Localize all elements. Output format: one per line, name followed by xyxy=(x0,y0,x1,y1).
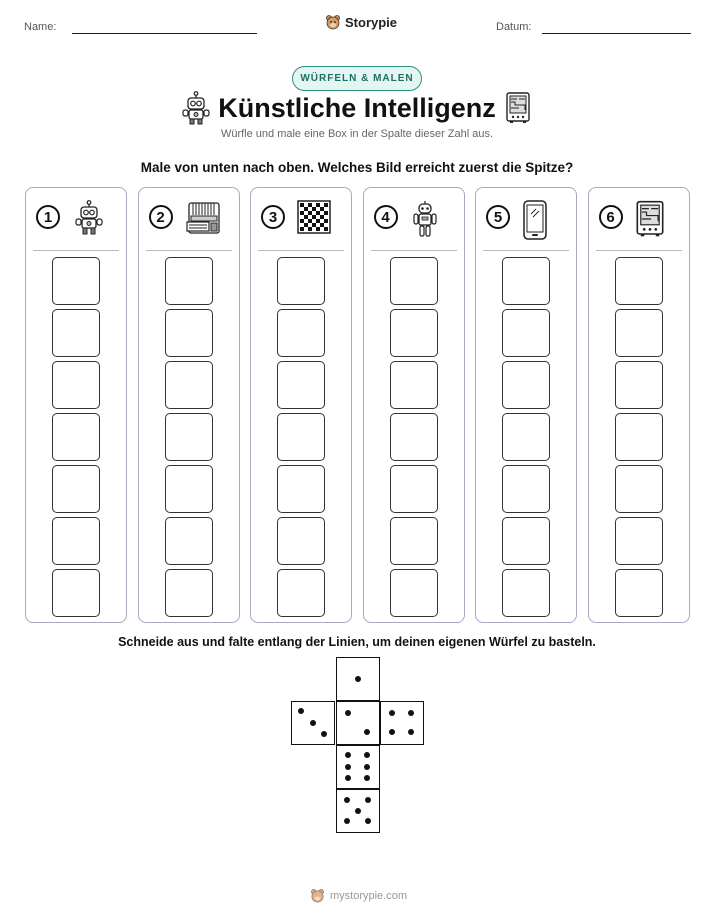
column-3 xyxy=(250,187,352,623)
category-badge: WÜRFELN & MALEN xyxy=(292,66,422,91)
column-4 xyxy=(363,187,465,623)
dice-pip xyxy=(389,729,395,735)
column-number: 6 xyxy=(599,205,623,229)
color-box[interactable] xyxy=(52,309,100,357)
color-box[interactable] xyxy=(502,257,550,305)
dice-pip xyxy=(298,708,304,714)
footer xyxy=(310,888,407,903)
color-box[interactable] xyxy=(502,465,550,513)
dice-face-4 xyxy=(380,701,424,745)
column-header xyxy=(589,188,689,250)
color-box[interactable] xyxy=(390,465,438,513)
color-box[interactable] xyxy=(390,309,438,357)
column-divider xyxy=(33,250,119,251)
column-number: 2 xyxy=(149,205,173,229)
color-box[interactable] xyxy=(277,413,325,461)
column-divider xyxy=(483,250,569,251)
color-box[interactable] xyxy=(615,465,663,513)
color-box[interactable] xyxy=(52,517,100,565)
dice-pip xyxy=(364,752,370,758)
color-box[interactable] xyxy=(165,517,213,565)
date-label: Datum: xyxy=(496,21,532,33)
color-box[interactable] xyxy=(502,413,550,461)
column-divider xyxy=(146,250,232,251)
column-1 xyxy=(25,187,127,623)
color-box[interactable] xyxy=(165,361,213,409)
computer-panel-icon xyxy=(635,200,669,236)
color-box[interactable] xyxy=(52,569,100,617)
dice-pip xyxy=(344,818,350,824)
dice-pip xyxy=(364,764,370,770)
date-field[interactable] xyxy=(542,33,691,34)
storypie-mascot-icon xyxy=(325,14,341,30)
color-box[interactable] xyxy=(615,413,663,461)
color-box[interactable] xyxy=(165,309,213,357)
name-field[interactable] xyxy=(72,33,257,34)
column-header xyxy=(26,188,126,250)
brand-logo xyxy=(325,14,397,30)
color-box[interactable] xyxy=(165,569,213,617)
page-title: Künstliche Intelligenz xyxy=(218,93,496,123)
color-box[interactable] xyxy=(502,309,550,357)
color-box[interactable] xyxy=(390,257,438,305)
color-box[interactable] xyxy=(277,517,325,565)
column-divider xyxy=(258,250,344,251)
dice-pip xyxy=(355,676,361,682)
robot-toy-icon xyxy=(72,200,106,236)
color-box[interactable] xyxy=(615,257,663,305)
color-box[interactable] xyxy=(390,569,438,617)
cut-instruction: Schneide aus und falte entlang der Linien, um deinen eigenen Würfel zu basteln. xyxy=(118,635,596,649)
column-header xyxy=(364,188,464,250)
column-divider xyxy=(371,250,457,251)
column-5 xyxy=(475,187,577,623)
color-box[interactable] xyxy=(277,361,325,409)
column-number: 1 xyxy=(36,205,60,229)
dice-pip xyxy=(365,818,371,824)
dice-pip xyxy=(365,797,371,803)
dice-pip xyxy=(408,710,414,716)
page-subtitle: Würfle und male eine Box in der Spalte dieser Zahl aus. xyxy=(220,128,494,140)
color-box[interactable] xyxy=(277,569,325,617)
dice-pip xyxy=(389,710,395,716)
dice-pip xyxy=(345,764,351,770)
color-box[interactable] xyxy=(615,517,663,565)
column-number: 3 xyxy=(261,205,285,229)
game-instruction: Male von unten nach oben. Welches Bild erreicht zuerst die Spitze? xyxy=(140,160,574,175)
color-box[interactable] xyxy=(390,517,438,565)
column-number: 4 xyxy=(374,205,398,229)
color-box[interactable] xyxy=(615,361,663,409)
dice-pip xyxy=(345,775,351,781)
column-header xyxy=(251,188,351,250)
color-box[interactable] xyxy=(502,361,550,409)
dice-pip xyxy=(355,808,361,814)
dice-pip xyxy=(345,752,351,758)
color-box[interactable] xyxy=(615,569,663,617)
server-machine-icon xyxy=(185,200,219,236)
dice-pip xyxy=(310,720,316,726)
column-header xyxy=(476,188,576,250)
dice-face-3 xyxy=(291,701,335,745)
column-divider xyxy=(596,250,682,251)
color-box[interactable] xyxy=(390,361,438,409)
color-box[interactable] xyxy=(277,309,325,357)
color-box[interactable] xyxy=(52,465,100,513)
robot-toy-icon xyxy=(180,91,212,125)
dice-face-5 xyxy=(336,789,380,833)
color-box[interactable] xyxy=(52,413,100,461)
name-label: Name: xyxy=(24,21,57,33)
color-box[interactable] xyxy=(615,309,663,357)
smartphone-icon xyxy=(522,200,556,236)
column-2 xyxy=(138,187,240,623)
color-box[interactable] xyxy=(502,517,550,565)
computer-panel-icon xyxy=(505,92,531,124)
dice-pip xyxy=(345,710,351,716)
color-box[interactable] xyxy=(52,257,100,305)
dice-face-1 xyxy=(336,657,380,701)
dice-pip xyxy=(344,797,350,803)
color-box[interactable] xyxy=(52,361,100,409)
dice-pip xyxy=(364,729,370,735)
color-box[interactable] xyxy=(165,257,213,305)
humanoid-robot-icon xyxy=(410,200,444,236)
color-box[interactable] xyxy=(502,569,550,617)
dice-pip xyxy=(408,729,414,735)
color-box[interactable] xyxy=(277,465,325,513)
color-box[interactable] xyxy=(390,413,438,461)
color-box[interactable] xyxy=(165,413,213,461)
footer-url: mystorypie.com xyxy=(330,889,408,902)
dice-face-2 xyxy=(336,701,380,745)
dice-pip xyxy=(321,731,327,737)
column-6 xyxy=(588,187,690,623)
storypie-mascot-icon xyxy=(310,888,325,903)
dice-pip xyxy=(364,775,370,781)
dice-face-6 xyxy=(336,745,380,789)
chip-grid-icon xyxy=(297,200,331,236)
color-box[interactable] xyxy=(277,257,325,305)
brand-name: Storypie xyxy=(345,14,398,30)
column-header xyxy=(139,188,239,250)
column-number: 5 xyxy=(486,205,510,229)
color-box[interactable] xyxy=(165,465,213,513)
